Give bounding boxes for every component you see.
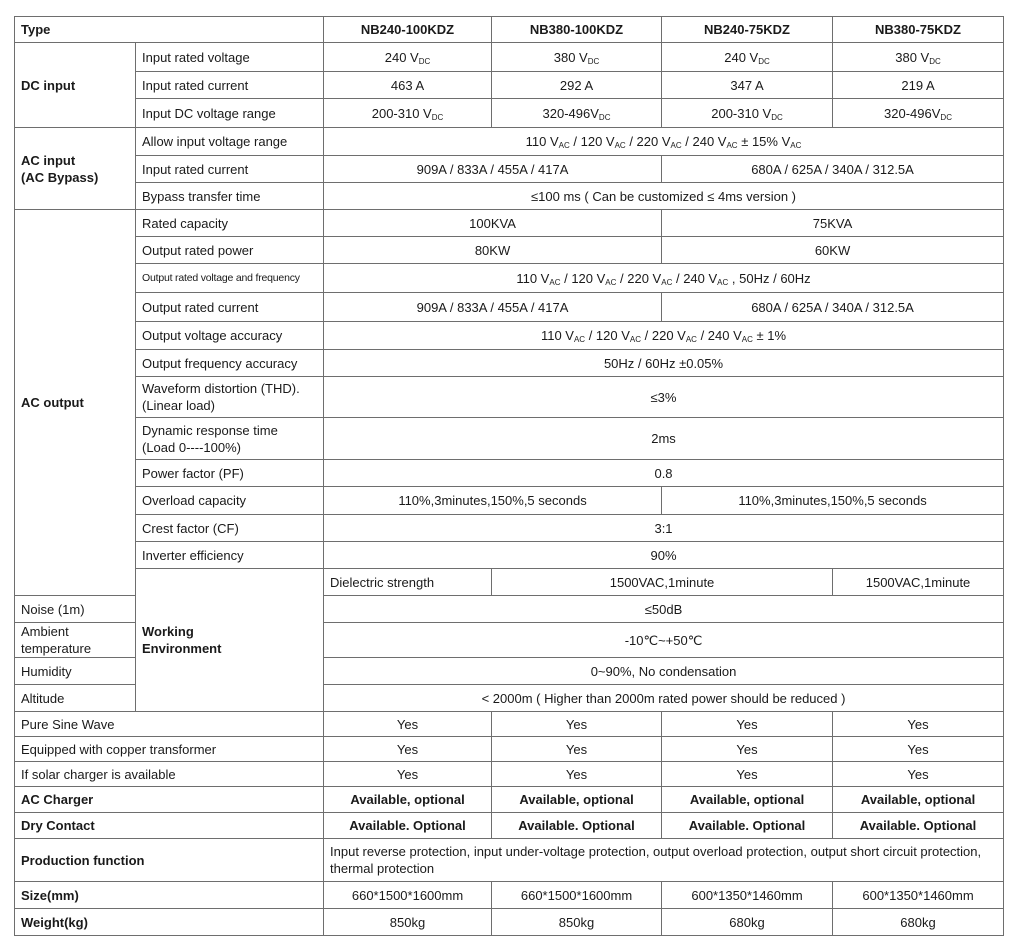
value-cell: 380 $V_{DC}$: [492, 43, 662, 72]
label-line: Waveform distortion (THD).: [142, 381, 300, 396]
table-row: [15, 264, 1004, 293]
value-cell: Yes: [833, 762, 1004, 787]
value-cell: 1500VAC,1minute: [492, 569, 833, 596]
category-ac-input: AC input (AC Bypass): [15, 128, 136, 210]
value-cell: 850kg: [492, 909, 662, 936]
row-label: Inverter efficiency: [136, 542, 324, 569]
table-row: [15, 542, 1004, 569]
value-cell: ≤3%: [324, 377, 1004, 418]
value-cell: 660*1500*1600mm: [324, 882, 492, 909]
model-header: NB240-75KDZ: [662, 17, 833, 43]
value-cell: 292 A: [492, 72, 662, 99]
row-label: Altitude: [15, 685, 136, 712]
value-cell: Yes: [324, 712, 492, 737]
table-row: [15, 128, 1004, 156]
value-cell: Yes: [492, 712, 662, 737]
value-cell: 200-310 $V_{DC}$: [662, 99, 833, 128]
table-row: [15, 737, 1004, 762]
row-label: Output rated voltage and frequency: [136, 264, 324, 293]
value-cell: 600*1350*1460mm: [833, 882, 1004, 909]
table-row: [15, 839, 1004, 882]
table-row: [15, 418, 1004, 460]
value-cell: 680kg: [662, 909, 833, 936]
table-row: [15, 377, 1004, 418]
value-cell: 1500VAC,1minute: [833, 569, 1004, 596]
spec-table: [14, 16, 1004, 936]
feature-label: AC Charger: [15, 787, 324, 813]
feature-label: Production function: [15, 839, 324, 882]
value-cell: 680A / 625A / 340A / 312.5A: [662, 293, 1004, 322]
row-label: Bypass transfer time: [136, 183, 324, 210]
row-label: Crest factor (CF): [136, 515, 324, 542]
value-cell: < 2000m ( Higher than 2000m rated power should be reduced ): [324, 685, 1004, 712]
table-row: [15, 882, 1004, 909]
row-label: Output rated current: [136, 293, 324, 322]
value-cell: 110 $V_{AC} / 120$ $V_{AC} / 220$ $V_{AC} / 240$ $V_{AC} \pm 15\%$ $V_{AC}$: [324, 128, 1004, 156]
table-row: [15, 787, 1004, 813]
row-label: Dielectric strength: [324, 569, 492, 596]
model-header: NB380-75KDZ: [833, 17, 1004, 43]
table-row: [15, 515, 1004, 542]
model-header: NB380-100KDZ: [492, 17, 662, 43]
value-cell: Yes: [324, 737, 492, 762]
value-cell: 240 $V_{DC}$: [324, 43, 492, 72]
value-cell: Available, optional: [324, 787, 492, 813]
table-row: [15, 460, 1004, 487]
value-cell: Yes: [492, 737, 662, 762]
label-line: (Linear load): [142, 398, 215, 413]
feature-label: Pure Sine Wave: [15, 712, 324, 737]
value-cell: ≤100 ms ( Can be customized ≤ 4ms version ): [324, 183, 1004, 210]
value-cell: Yes: [492, 762, 662, 787]
value-cell: $320-496V_{DC}$: [833, 99, 1004, 128]
label-line: (Load 0----100%): [142, 439, 241, 455]
value-cell: 680A / 625A / 340A / 312.5A: [662, 156, 1004, 183]
value-cell: 680kg: [833, 909, 1004, 936]
category-dc-input: DC input: [15, 43, 136, 128]
table-row: [15, 183, 1004, 210]
row-label: Allow input voltage range: [136, 128, 324, 156]
row-label: Output rated power: [136, 237, 324, 264]
table-row: [15, 72, 1004, 99]
row-label: Input rated current: [136, 156, 324, 183]
table-row: [15, 156, 1004, 183]
table-row: [15, 569, 1004, 596]
table-row: [15, 322, 1004, 350]
table-row: [15, 350, 1004, 377]
value-cell: 909A / 833A / 455A / 417A: [324, 293, 662, 322]
value-cell: 909A / 833A / 455A / 417A: [324, 156, 662, 183]
spec-sheet: [14, 16, 1004, 936]
table-row: [15, 293, 1004, 322]
row-label: Input rated current: [136, 72, 324, 99]
value-cell: 75KVA: [662, 210, 1004, 237]
value-cell: 660*1500*1600mm: [492, 882, 662, 909]
value-cell: 90%: [324, 542, 1004, 569]
value-cell: Available. Optional: [662, 813, 833, 839]
value-cell: Input reverse protection, input under-voltage protection, output overload protection, output short circuit protection, thermal protection: [324, 839, 1004, 882]
row-label: Ambient temperature: [15, 623, 136, 658]
table-row: [15, 813, 1004, 839]
row-label: Power factor (PF): [136, 460, 324, 487]
value-cell: 100KVA: [324, 210, 662, 237]
table-row: [15, 210, 1004, 237]
value-cell: 463 A: [324, 72, 492, 99]
value-cell: Available. Optional: [833, 813, 1004, 839]
value-cell: Yes: [324, 762, 492, 787]
value-cell: Available, optional: [833, 787, 1004, 813]
value-cell: 110%,3minutes,150%,5 seconds: [662, 487, 1004, 515]
value-cell: Yes: [662, 762, 833, 787]
value-cell: 2ms: [324, 418, 1004, 460]
value-cell: 0.8: [324, 460, 1004, 487]
value-cell: 50Hz / 60Hz ±0.05%: [324, 350, 1004, 377]
model-header: NB240-100KDZ: [324, 17, 492, 43]
row-label: Overload capacity: [136, 487, 324, 515]
feature-label: Equipped with copper transformer: [15, 737, 324, 762]
value-cell: 110%,3minutes,150%,5 seconds: [324, 487, 662, 515]
table-row: [15, 762, 1004, 787]
table-row: [15, 43, 1004, 72]
value-cell: Yes: [833, 712, 1004, 737]
type-label: Type: [15, 17, 324, 43]
value-cell: 219 A: [833, 72, 1004, 99]
feature-label: Size(mm): [15, 882, 324, 909]
value-cell: 600*1350*1460mm: [662, 882, 833, 909]
value-cell: 60KW: [662, 237, 1004, 264]
row-label: Rated capacity: [136, 210, 324, 237]
value-cell: 110 $V_{AC} / 120$ $V_{AC} / 220$ $V_{AC} / 240$ $V_{AC} \pm 1\%$: [324, 322, 1004, 350]
row-label: Input DC voltage range: [136, 99, 324, 128]
value-cell: -10℃~+50℃: [324, 623, 1004, 658]
value-cell: 80KW: [324, 237, 662, 264]
value-cell: Yes: [662, 712, 833, 737]
value-cell: 347 A: [662, 72, 833, 99]
value-cell: 200-310 $V_{DC}$: [324, 99, 492, 128]
value-cell: 240 $V_{DC}$: [662, 43, 833, 72]
table-row: [15, 237, 1004, 264]
value-cell: Available. Optional: [324, 813, 492, 839]
header-row: [15, 17, 1004, 43]
table-row: [15, 712, 1004, 737]
value-cell: 3:1: [324, 515, 1004, 542]
value-cell: 0~90%, No condensation: [324, 658, 1004, 685]
value-cell: ≤50dB: [324, 596, 1004, 623]
value-cell: 110 $V_{AC} / 120$ $V_{AC} / 220$ $V_{AC} / 240$ $V_{AC}$ , 50Hz / 60Hz: [324, 264, 1004, 293]
value-cell: $320-496V_{DC}$: [492, 99, 662, 128]
feature-label: Dry Contact: [15, 813, 324, 839]
value-cell: Available, optional: [492, 787, 662, 813]
value-cell: Yes: [833, 737, 1004, 762]
row-label: [136, 418, 324, 460]
value-cell: 850kg: [324, 909, 492, 936]
row-label: Input rated voltage: [136, 43, 324, 72]
value-cell: Available, optional: [662, 787, 833, 813]
value-cell: 380 $V_{DC}$: [833, 43, 1004, 72]
row-label: [136, 377, 324, 418]
row-label: Noise (1m): [15, 596, 136, 623]
value-cell: Available. Optional: [492, 813, 662, 839]
table-row: [15, 99, 1004, 128]
category-ac-output: AC output: [15, 210, 136, 596]
label-line: Dynamic response time: [142, 422, 278, 438]
table-row: [15, 487, 1004, 515]
feature-label: If solar charger is available: [15, 762, 324, 787]
table-row: [15, 909, 1004, 936]
category-working-environment: Working Environment: [136, 569, 324, 712]
row-label: Output voltage accuracy: [136, 322, 324, 350]
feature-label: Weight(kg): [15, 909, 324, 936]
row-label: Humidity: [15, 658, 136, 685]
value-cell: Yes: [662, 737, 833, 762]
row-label: Output frequency accuracy: [136, 350, 324, 377]
